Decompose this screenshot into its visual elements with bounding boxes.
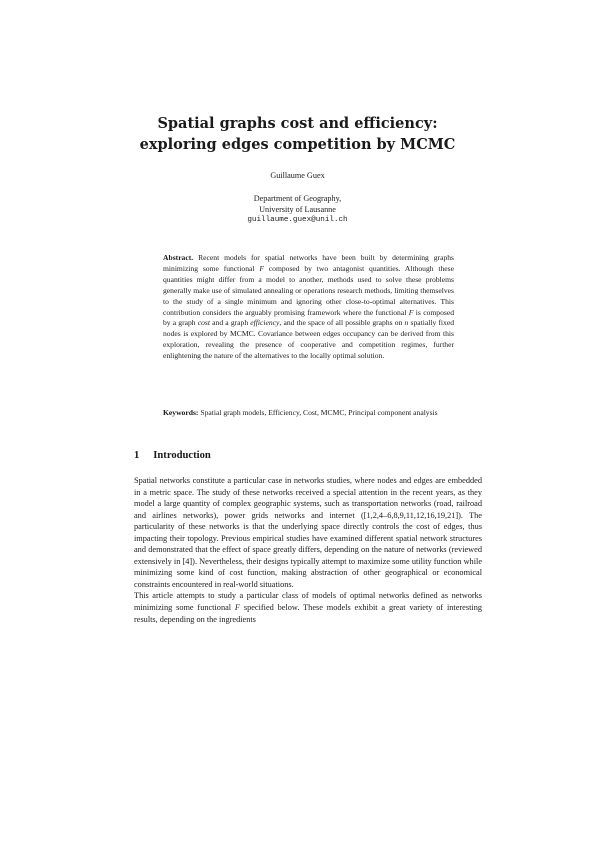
- abstract-label: Abstract.: [163, 253, 194, 262]
- abstract-text: Recent models for spatial networks have been built by determining graphs minimizing some functional F composed by two antagonist quantities. Although these quantities might differ from a model to another, methods used to solve these problems generally make use of simulated annealing or operations research methods, limiting themselves to the study of a single minimum and ignoring other close-to-optimal alternatives. This contribution considers the arguably promising framework where the functional F is composed by a graph cost and a graph efficiency, and the space of all possible graphs on n spatially fixed nodes is explored by MCMC. Covariance between edges occupancy can be derived from this exploration, revealing the presence of cooperative and competition regimes, further enlightening the nature of the alternatives to the locally optimal solution.: [163, 253, 455, 361]
- affiliation: [0, 193, 595, 227]
- author-email[interactable]: guillaume.guex@unil.ch: [247, 216, 348, 225]
- section-heading: [134, 450, 211, 461]
- section-number: 1: [134, 450, 140, 461]
- paragraph: Spatial networks constitute a particular case in networks studies, where nodes and edges are embedded in a metric space. The study of these networks received a special attention in the recent years, as they model a large quantity of complex geographic systems, such as transportation networks (road, railroad and airlines networks), power grids networks and internet ([1,2,4–6,8,9,11,12,16,19,21]). The particularity of these networks is that the underlying space directly controls the cost of edges, thus impacting their topology. Previous empirical studies have examined different spatial network structures and demonstrated that the effect of space greatly differs, depending on the nature of networks (reviewed extensively in [4]). Nevertheless, their designs typically attempt to maximize some utility function while minimizing some kind of cost function, making abstraction of other geographical or economical constraints encountered in real-world situations.: [134, 476, 482, 589]
- abstract: [163, 253, 454, 362]
- department: Department of Geography,: [253, 194, 342, 203]
- university: University of Lausanne: [259, 205, 336, 215]
- body-text: [134, 475, 482, 625]
- paragraph: This article attempts to study a particular class of models of optimal networks defined as networks minimizing some functional F specified below. These models exhibit a great variety of interesting results, depending on the ingredients: [134, 591, 483, 624]
- section-title: Introduction: [153, 450, 211, 461]
- keywords-text: Spatial graph models, Efficiency, Cost, MCMC, Principal component analysis: [200, 408, 438, 417]
- author-name: Guillaume Guex: [270, 171, 325, 180]
- keywords-label: Keywords:: [163, 408, 199, 417]
- paper-title: Spatial graphs cost and efficiency: exploring edges competition by MCMC: [139, 115, 456, 153]
- keywords: [163, 408, 454, 419]
